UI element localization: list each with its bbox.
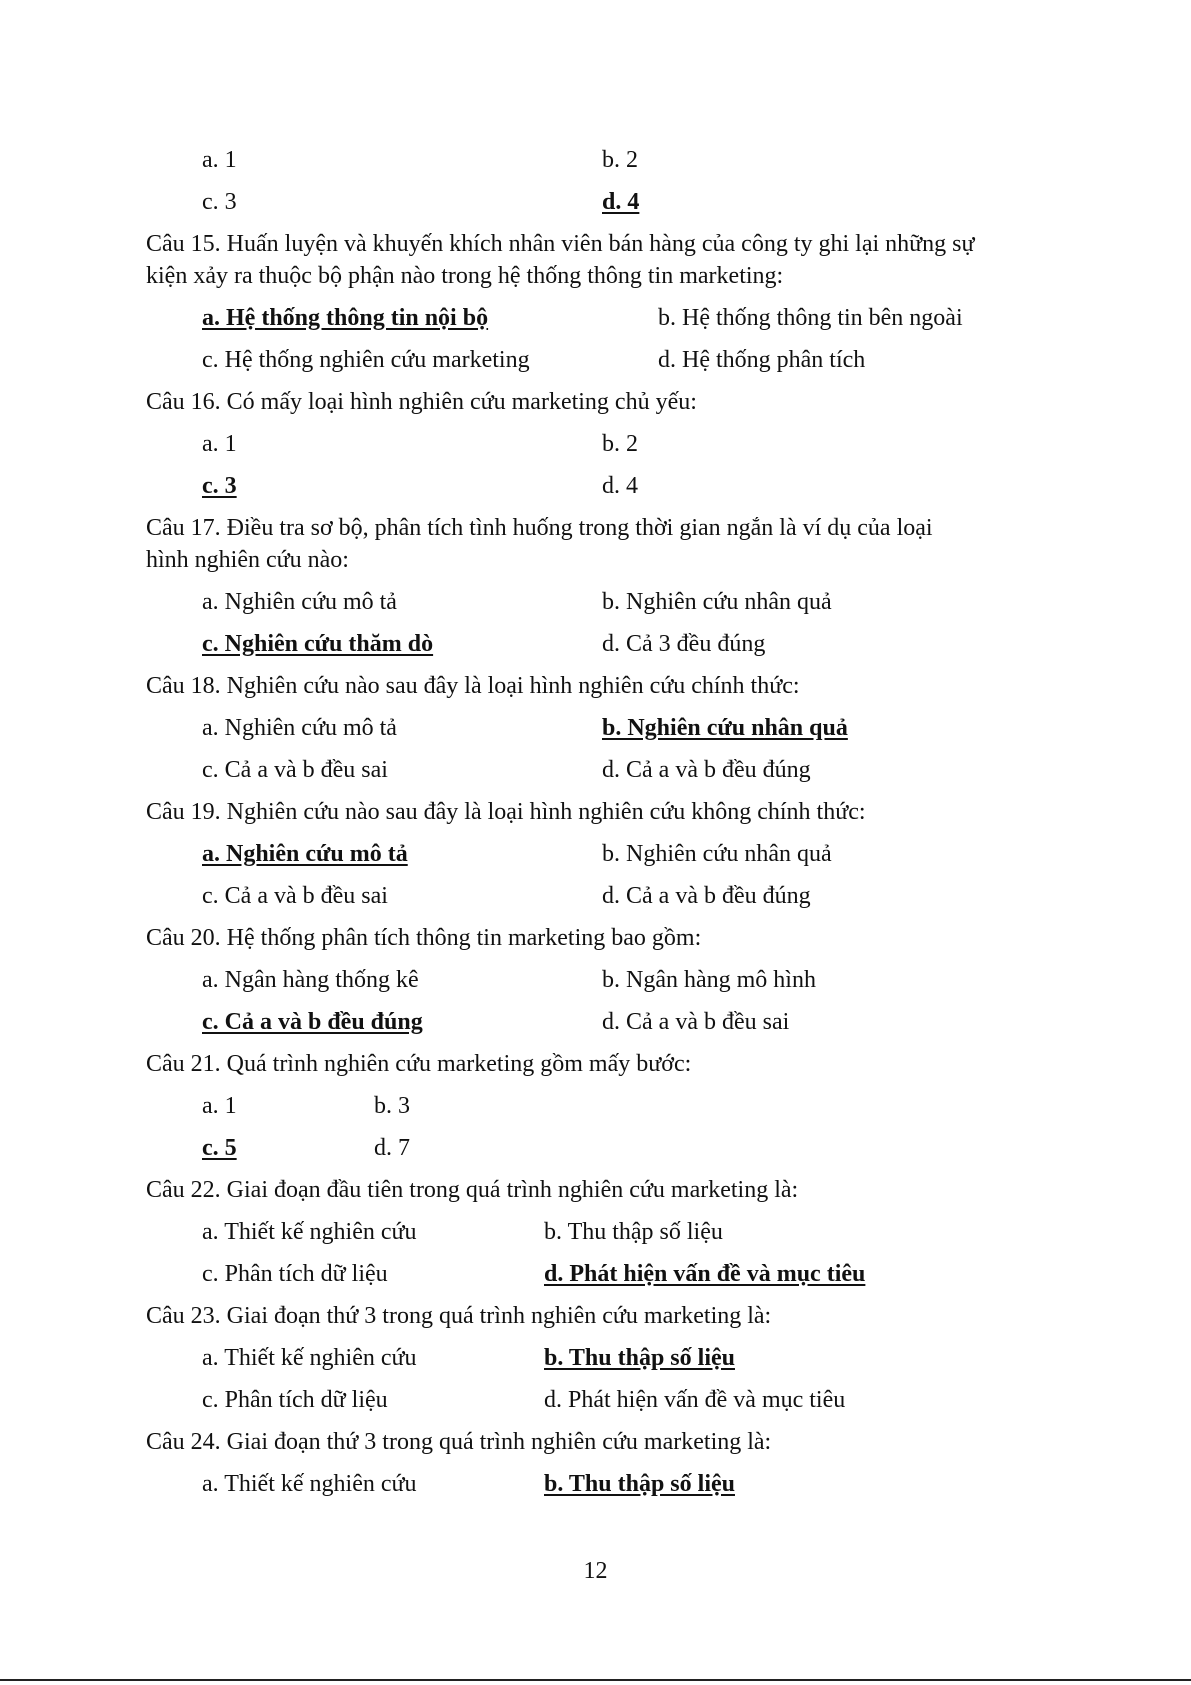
correct-option-a: a. Hệ thống thông tin nội bộ: [202, 305, 489, 331]
page-number: 12: [583, 1558, 608, 1584]
correct-option-a: a. Nghiên cứu mô tả: [202, 841, 408, 867]
question-18-text: Câu 18. Nghiên cứu nào sau đây là loại hình nghiên cứu chính thức:: [146, 673, 800, 699]
correct-option-d: d. 4: [602, 189, 640, 215]
option-a: a. 1: [202, 147, 237, 173]
question-15-text-cont: kiện xảy ra thuộc bộ phận nào trong hệ thống thông tin marketing:: [146, 263, 784, 289]
option-b: b. Ngân hàng mô hình: [602, 967, 816, 993]
option-b: b. 2: [602, 147, 638, 173]
option-c: c. Phân tích dữ liệu: [202, 1387, 388, 1413]
question-23-text: Câu 23. Giai đoạn thứ 3 trong quá trình nghiên cứu marketing là:: [146, 1303, 772, 1329]
option-a: a. Thiết kế nghiên cứu: [202, 1219, 417, 1245]
question-22-text: Câu 22. Giai đoạn đầu tiên trong quá trình nghiên cứu marketing là:: [146, 1177, 799, 1203]
option-d: d. Hệ thống phân tích: [658, 347, 866, 373]
option-d: d. 4: [602, 473, 638, 499]
option-a: a. Ngân hàng thống kê: [202, 967, 419, 993]
question-21-text: Câu 21. Quá trình nghiên cứu marketing gồm mấy bước:: [146, 1051, 692, 1077]
option-a: a. 1: [202, 431, 237, 457]
correct-option-c: c. Cả a và b đều đúng: [202, 1009, 423, 1035]
option-a: a. Nghiên cứu mô tả: [202, 715, 397, 741]
option-c: c. Cả a và b đều sai: [202, 883, 388, 909]
option-a: a. Thiết kế nghiên cứu: [202, 1471, 417, 1497]
option-c: c. Phân tích dữ liệu: [202, 1261, 388, 1287]
option-c: c. Cả a và b đều sai: [202, 757, 388, 783]
option-c: c. Hệ thống nghiên cứu marketing: [202, 347, 530, 373]
correct-option-c: c. 5: [202, 1135, 237, 1161]
option-b: b. Thu thập số liệu: [544, 1219, 723, 1245]
correct-option-d: d. Phát hiện vấn đề và mục tiêu: [544, 1261, 866, 1287]
option-c: c. 3: [202, 189, 237, 215]
question-20-text: Câu 20. Hệ thống phân tích thông tin marketing bao gồm:: [146, 925, 702, 951]
correct-option-b: b. Thu thập số liệu: [544, 1471, 735, 1497]
option-a: a. Thiết kế nghiên cứu: [202, 1345, 417, 1371]
option-d: d. Cả a và b đều đúng: [602, 883, 811, 909]
correct-option-b: b. Thu thập số liệu: [544, 1345, 735, 1371]
question-17-text: Câu 17. Điều tra sơ bộ, phân tích tình huống trong thời gian ngắn là ví dụ của loại: [146, 515, 933, 541]
correct-option-b: b. Nghiên cứu nhân quả: [602, 715, 848, 741]
correct-option-c: c. Nghiên cứu thăm dò: [202, 631, 434, 657]
option-b: b. 2: [602, 431, 638, 457]
option-b: b. Hệ thống thông tin bên ngoài: [658, 305, 963, 331]
option-b: b. 3: [374, 1093, 410, 1119]
option-b: b. Nghiên cứu nhân quả: [602, 589, 832, 615]
option-d: d. 7: [374, 1135, 410, 1161]
option-d: d. Cả a và b đều sai: [602, 1009, 790, 1035]
option-a: a. Nghiên cứu mô tả: [202, 589, 397, 615]
question-15-text: Câu 15. Huấn luyện và khuyến khích nhân viên bán hàng của công ty ghi lại những sự: [146, 231, 975, 257]
question-24-text: Câu 24. Giai đoạn thứ 3 trong quá trình nghiên cứu marketing là:: [146, 1429, 772, 1455]
correct-option-c: c. 3: [202, 473, 237, 499]
option-d: d. Cả 3 đều đúng: [602, 631, 766, 657]
option-d: d. Cả a và b đều đúng: [602, 757, 811, 783]
option-a: a. 1: [202, 1093, 237, 1119]
page-bottom-rule: [0, 1679, 1191, 1681]
question-19-text: Câu 19. Nghiên cứu nào sau đây là loại hình nghiên cứu không chính thức:: [146, 799, 866, 825]
option-d: d. Phát hiện vấn đề và mục tiêu: [544, 1387, 846, 1413]
option-b: b. Nghiên cứu nhân quả: [602, 841, 832, 867]
question-16-text: Câu 16. Có mấy loại hình nghiên cứu marketing chủ yếu:: [146, 389, 697, 415]
question-17-text-cont: hình nghiên cứu nào:: [146, 547, 349, 573]
